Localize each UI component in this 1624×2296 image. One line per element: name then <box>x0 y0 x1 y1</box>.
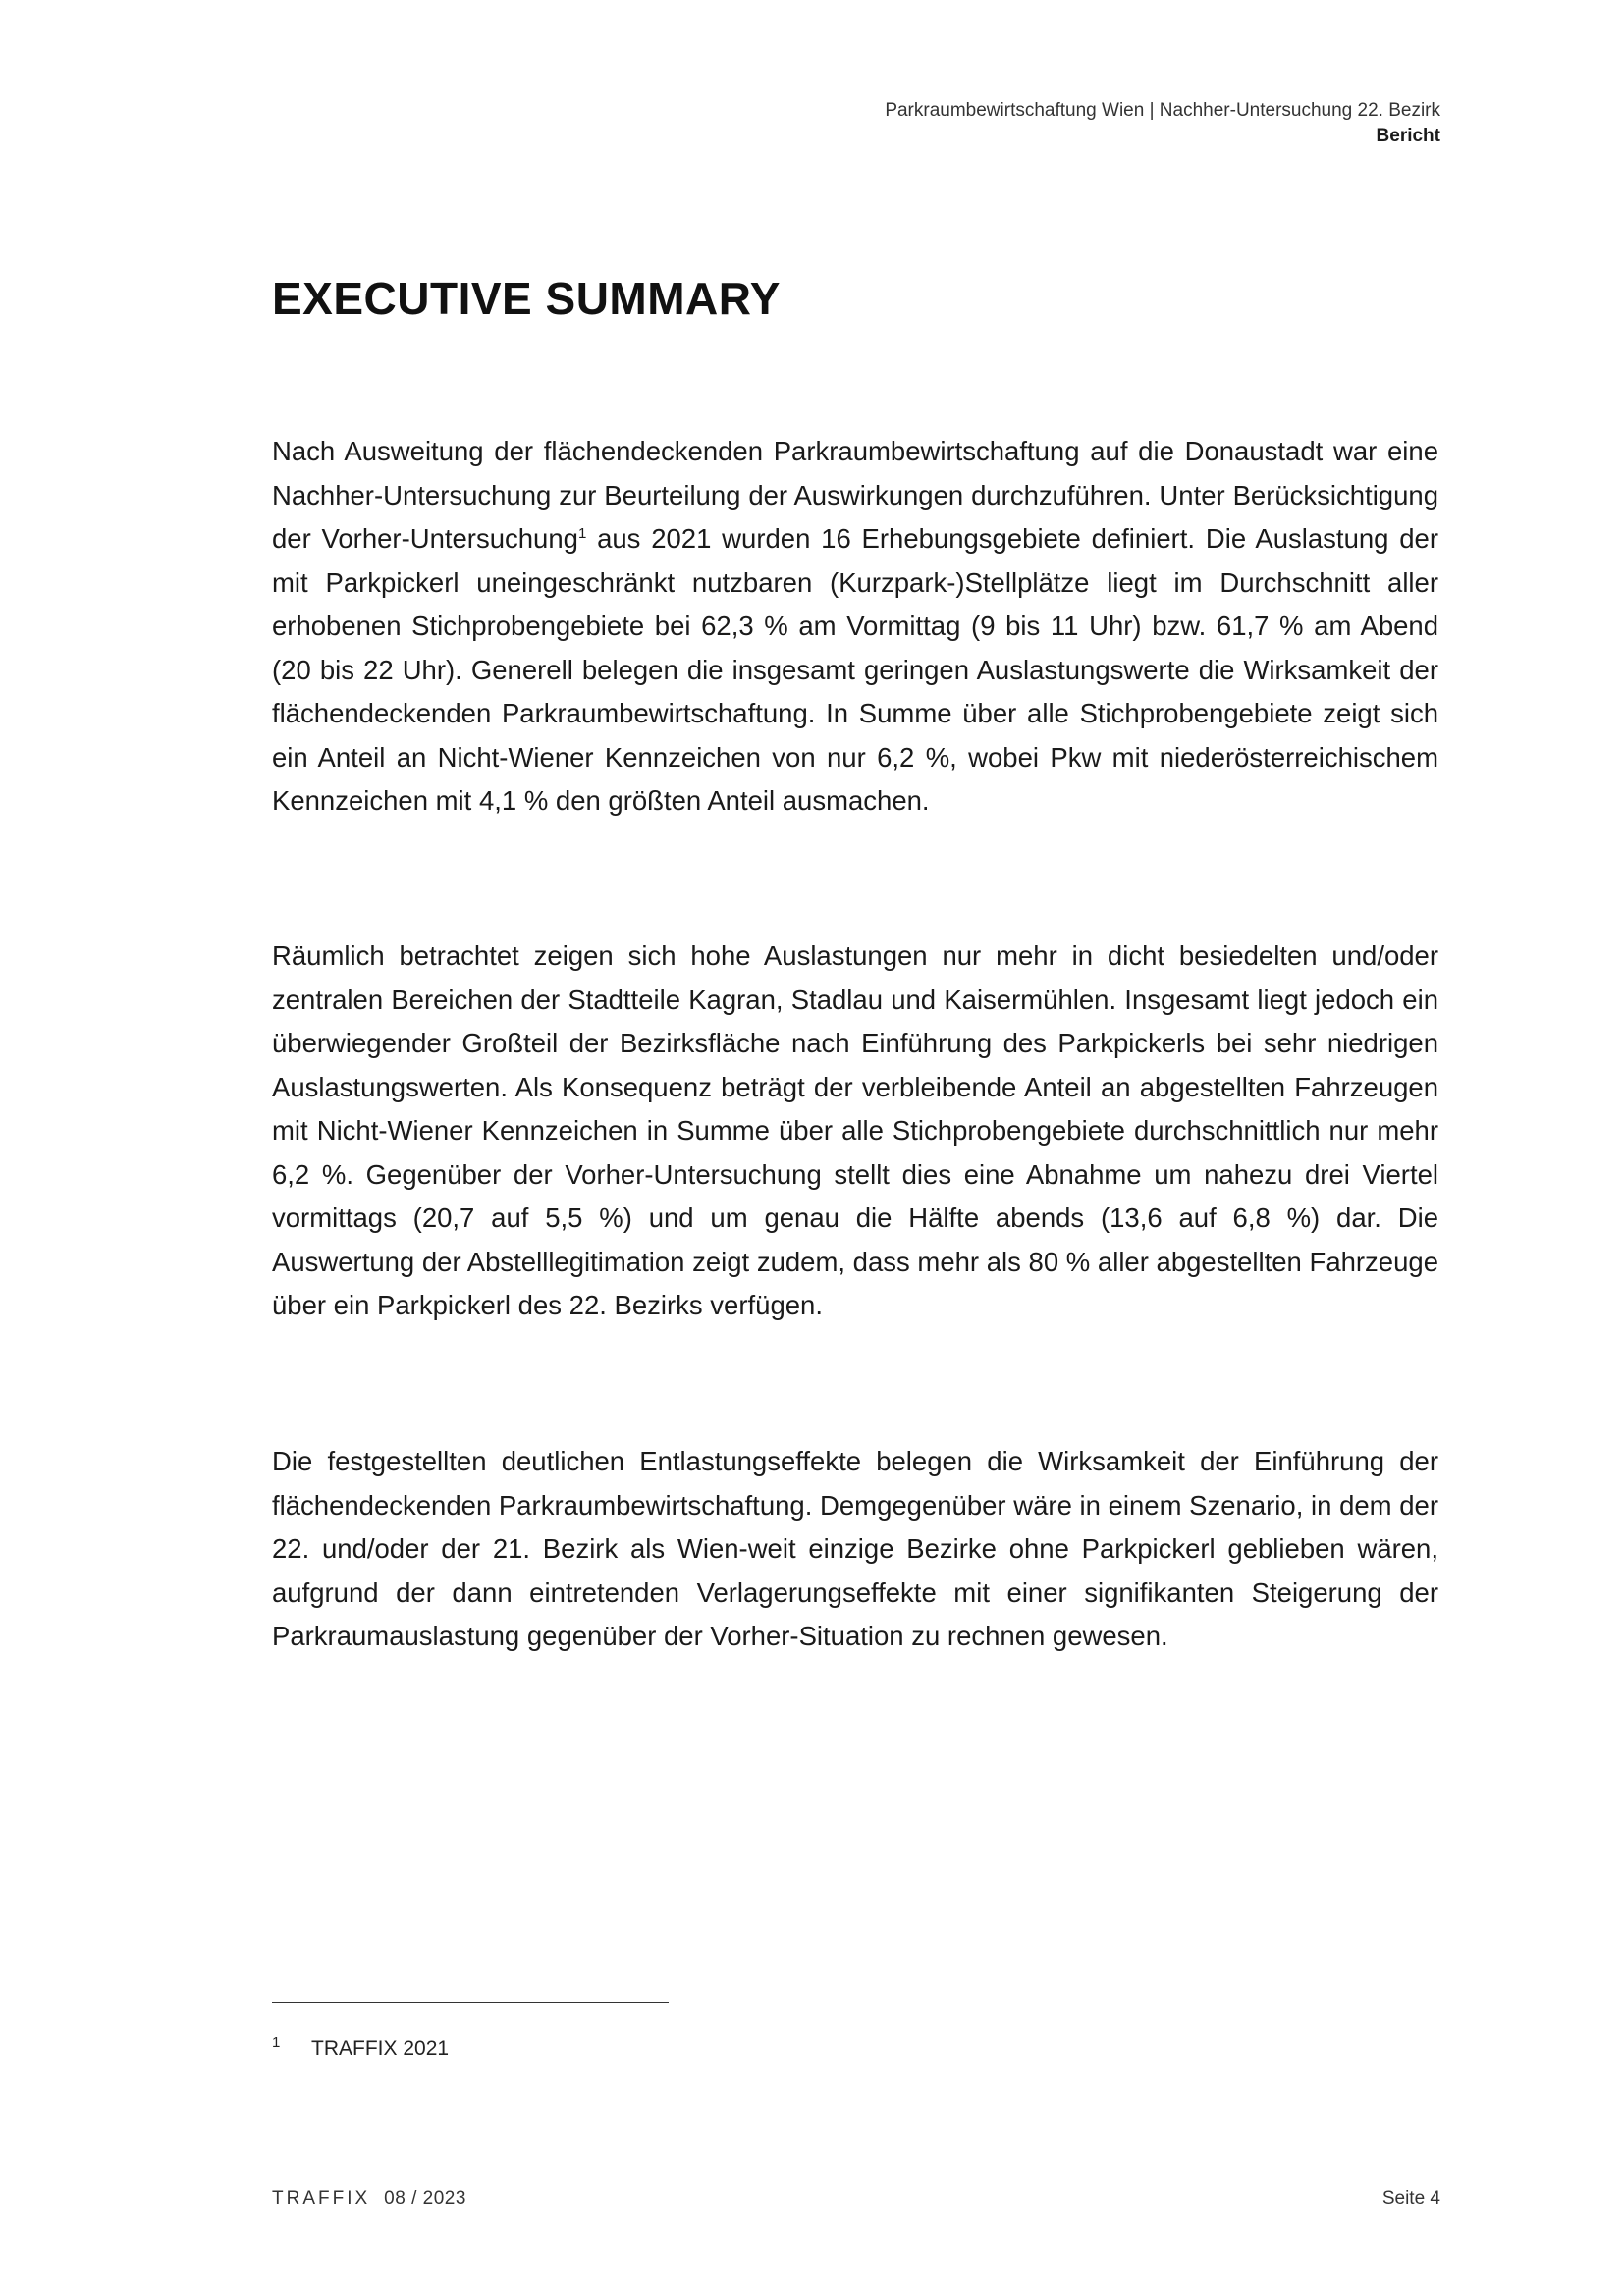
paragraph-1-part-1: Nach Ausweitung der flächendeckenden Parkraumbewirtschaftung auf die Donaustadt war eine Nachher-Untersuchung zur Beurteilung der Auswirkungen durchzuführen. Unter Berücksichtigung der Vorher-Untersuchung <box>272 436 1438 554</box>
footnote: 1 TRAFFIX 2021 <box>272 2034 450 2059</box>
page-number: Seite 4 <box>1381 2188 1440 2209</box>
page-title: EXECUTIVE SUMMARY <box>272 273 781 324</box>
footer-brand: TRAFFIX <box>272 2188 371 2209</box>
paragraph-3: Die festgestellten deutlichen Entlastungseffekte belegen die Wirksamkeit der Einführung der flächendeckenden Parkraumbewirtschaftung. Demgegenüber wäre in einem Szenario, in dem der 22. und/oder der 21. Bezirk als Wien-weit einzige Bezirke ohne Parkpickerl geblieben wären, aufgrund der dann eintretenden Verlagerungseffekte mit einer signifikanten Steigerung der Parkraumauslastung gegenüber der Vorher-Situation zu rechnen gewesen. <box>272 1446 1438 1651</box>
footer-date: 08 / 2023 <box>384 2188 466 2209</box>
page-header <box>557 98 1440 149</box>
footnote-text: TRAFFIX 2021 <box>311 2037 450 2059</box>
header-title: Parkraumbewirtschaftung Wien | Nachher-Untersuchung 22. Bezirk <box>885 100 1440 121</box>
paragraph-1 <box>272 430 1438 824</box>
paragraph-2: Räumlich betrachtet zeigen sich hohe Auslastungen nur mehr in dicht besiedelten und/oder zentralen Bereichen der Stadtteile Kagran, Stadlau und Kaisermühlen. Insgesamt liegt jedoch ein überwiegender Großteil der Bezirksfläche nach Einführung des Parkpickerls bei sehr niedrigen Auslastungswerten. Als Konsequenz beträgt der verbleibende Anteil an abgestellten Fahrzeugen mit Nicht-Wiener Kennzeichen in Summe über alle Stichprobengebiete durchschnittlich nur mehr 6,2 %. Gegenüber der Vorher-Untersuchung stellt dies eine Abnahme um nahezu drei Viertel vormittags (20,7 auf 5,5 %) und um genau die Hälfte abends (13,6 auf 6,8 %) dar. Die Auswertung der Abstelllegitimation zeigt zudem, dass mehr als 80 % aller abgestellten Fahrzeuge über ein Parkpickerl des 22. Bezirks verfügen. <box>272 940 1438 1320</box>
paragraph-1-part-2: aus 2021 wurden 16 Erhebungsgebiete definiert. Die Auslastung der mit Parkpickerl uneingeschränkt nutzbaren (Kurzpark-)Stellplätze liegt im Durchschnitt aller erhobenen Stichprobengebiete bei 62,3 % am Vormittag (9 bis 11 Uhr) bzw. 61,7 % am Abend (20 bis 22 Uhr). Generell belegen die insgesamt geringen Auslastungswerte die Wirksamkeit der flächendeckenden Parkraumbewirtschaftung. In Summe über alle Stichprobengebiete zeigt sich ein Anteil an Nicht-Wiener Kennzeichen von nur 6,2 %, wobei Pkw mit niederösterreichischem Kennzeichen mit 4,1 % den größten Anteil ausmachen. <box>272 523 1438 816</box>
header-subtitle: Bericht <box>1376 126 1440 146</box>
footnote-reference[interactable]: 1 <box>577 524 587 542</box>
footer-left <box>272 2186 466 2212</box>
footnote-divider <box>272 2002 669 2003</box>
